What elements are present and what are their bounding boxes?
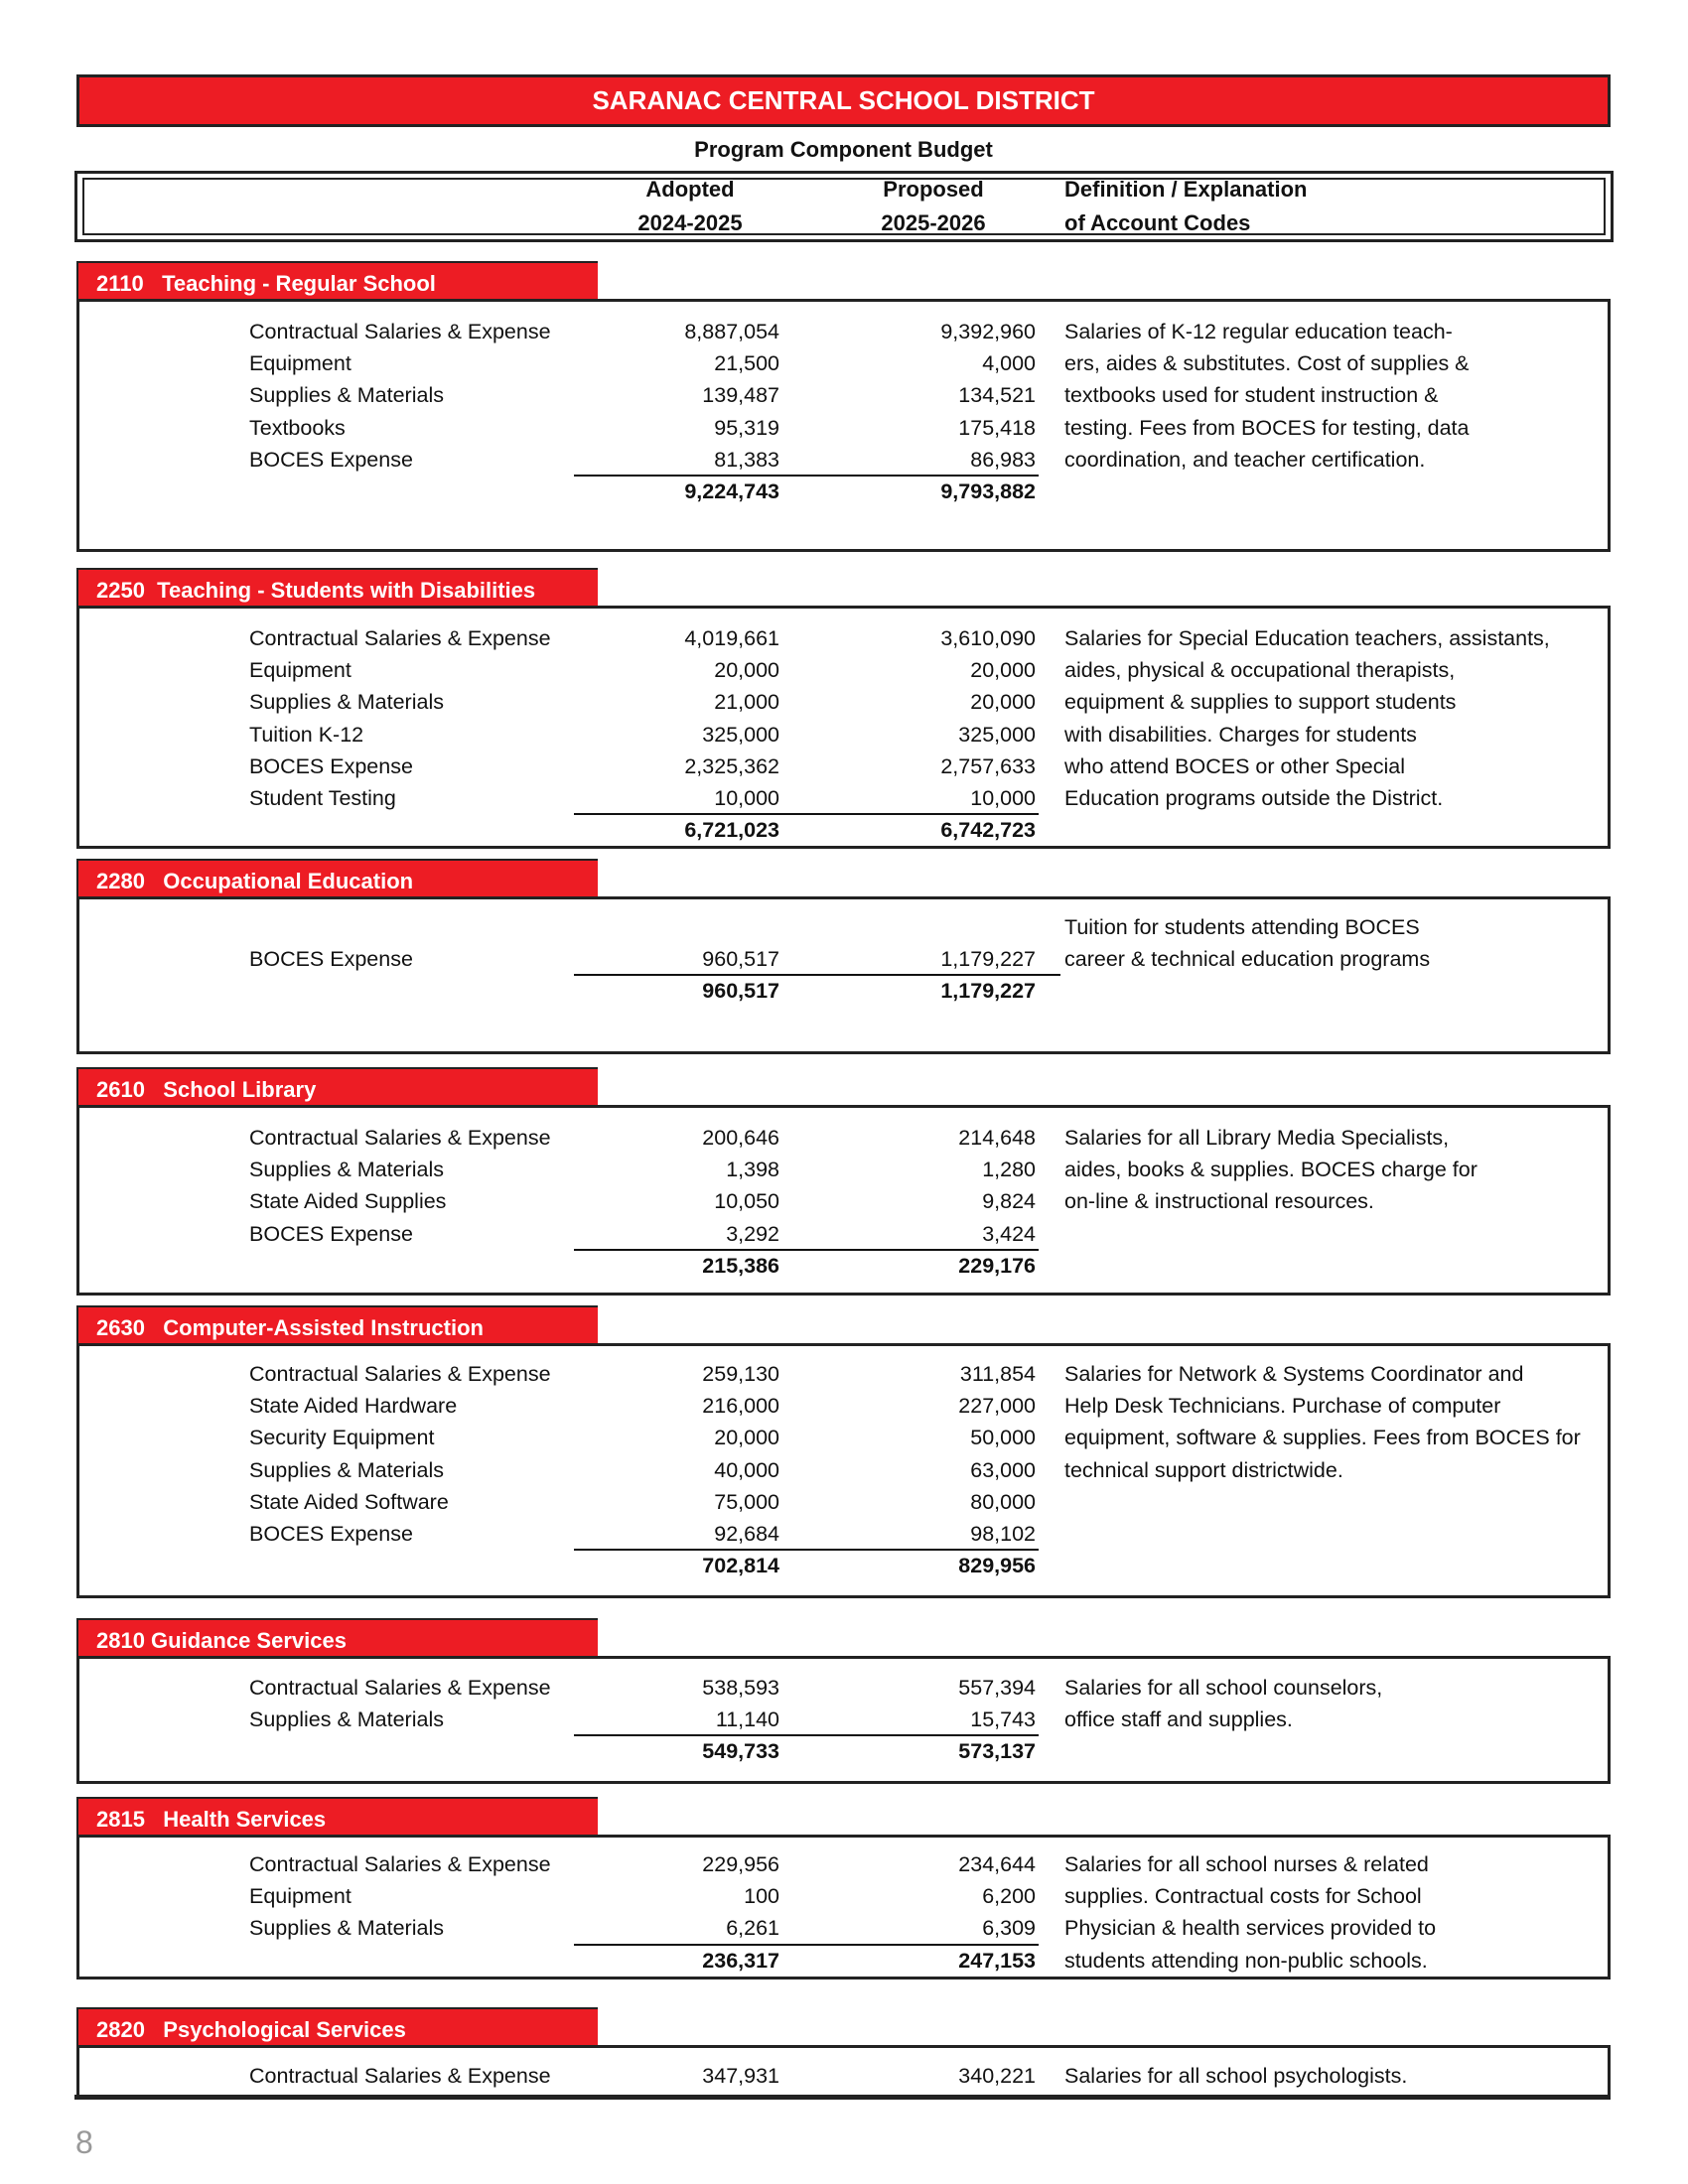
adopted-value: 1,398: [726, 1158, 779, 1182]
definition-text: with disabilities. Charges for students: [1064, 722, 1417, 747]
adopted-value: 20,000: [714, 658, 779, 683]
line-item-label: Supplies & Materials: [249, 1707, 444, 1732]
proposed-value: 15,743: [970, 1707, 1036, 1732]
adopted-value: 10,050: [714, 1189, 779, 1214]
section-heading: 2280 Occupational Education: [76, 859, 598, 899]
line-item-label: Supplies & Materials: [249, 383, 444, 408]
proposed-value: 80,000: [970, 1489, 1036, 1514]
definition-text: Education programs outside the District.: [1064, 786, 1444, 810]
definition-text: career & technical education programs: [1064, 947, 1431, 972]
definition-text: Tuition for students attending BOCES: [1064, 915, 1420, 939]
adopted-value: 229,956: [702, 1852, 779, 1876]
definition-text: testing. Fees from BOCES for testing, data: [1064, 415, 1470, 440]
line-item-label: BOCES Expense: [249, 1522, 413, 1546]
adopted-value: 21,500: [714, 351, 779, 376]
proposed-value: 6,200: [982, 1884, 1036, 1909]
proposed-value: 10,000: [970, 786, 1036, 810]
adopted-value: 40,000: [714, 1457, 779, 1482]
section-heading: 2820 Psychological Services: [76, 2007, 598, 2048]
total-adopted: 236,317: [702, 1948, 779, 1973]
total-proposed: 247,153: [958, 1948, 1036, 1973]
line-item-label: State Aided Software: [249, 1489, 449, 1514]
proposed-value: 340,221: [958, 2064, 1036, 2088]
definition-text: Salaries for all Library Media Specialists,: [1064, 1126, 1450, 1150]
definition-text: Salaries for all school nurses & related: [1064, 1852, 1429, 1876]
adopted-value: 8,887,054: [684, 320, 779, 343]
adopted-value: 259,130: [702, 1362, 779, 1386]
definition-text: technical support districtwide.: [1064, 1457, 1343, 1482]
proposed-value: 6,309: [982, 1916, 1036, 1941]
bottom-rule: [74, 2095, 1610, 2100]
line-item-label: Supplies & Materials: [249, 1158, 444, 1182]
total-proposed: 6,742,723: [940, 818, 1036, 843]
adopted-value: 6,261: [726, 1916, 779, 1941]
proposed-value: 1,280: [982, 1158, 1036, 1182]
proposed-value: 234,644: [958, 1852, 1036, 1876]
total-adopted: 215,386: [702, 1253, 779, 1278]
line-item-label: Textbooks: [249, 415, 346, 440]
line-item-label: Contractual Salaries & Expense: [249, 1676, 551, 1700]
definition-text: Salaries for all school counselors,: [1064, 1676, 1383, 1700]
line-item-label: Contractual Salaries & Expense: [249, 1362, 551, 1386]
adopted-value: 92,684: [714, 1522, 779, 1546]
line-item-label: Contractual Salaries & Expense: [249, 626, 551, 650]
adopted-value: 95,319: [714, 415, 779, 440]
adopted-value: 10,000: [714, 786, 779, 810]
proposed-value: 20,000: [970, 658, 1036, 683]
definition-text: aides, books & supplies. BOCES charge for: [1064, 1158, 1477, 1182]
section-heading: 2250 Teaching - Students with Disabilities: [76, 568, 598, 609]
definition-text: equipment, software & supplies. Fees from BOCES for: [1064, 1426, 1581, 1450]
adopted-value: 20,000: [714, 1426, 779, 1450]
line-item-label: State Aided Supplies: [249, 1189, 447, 1214]
definition-text: coordination, and teacher certification.: [1064, 447, 1426, 472]
total-proposed: 573,137: [958, 1739, 1036, 1764]
line-item-label: Equipment: [249, 1884, 352, 1909]
definition-text: Salaries of K-12 regular education teach-: [1064, 320, 1453, 343]
line-item-label: Student Testing: [249, 786, 396, 810]
total-adopted: 6,721,023: [684, 818, 779, 843]
adopted-value: 2,325,362: [684, 753, 779, 778]
proposed-value: 1,179,227: [940, 947, 1036, 971]
section-heading: 2110 Teaching - Regular School: [76, 261, 598, 302]
proposed-value: 2,757,633: [940, 753, 1036, 778]
line-item-label: Equipment: [249, 351, 352, 376]
adopted-value: 4,019,661: [684, 626, 779, 650]
proposed-value: 311,854: [959, 1362, 1036, 1386]
proposed-year: 2025-2026: [881, 210, 986, 235]
line-item-label: Supplies & Materials: [249, 1457, 444, 1482]
proposed-value: 9,392,960: [940, 320, 1036, 343]
proposed-value: 134,521: [958, 383, 1036, 408]
definition-text: equipment & supplies to support students: [1064, 690, 1457, 715]
adopted-value: 538,593: [702, 1676, 779, 1700]
proposed-value: 3,610,090: [940, 626, 1036, 650]
definition-text: office staff and supplies.: [1064, 1707, 1293, 1732]
definition-text: who attend BOCES or other Special: [1064, 753, 1405, 778]
adopted-value: 325,000: [702, 722, 779, 747]
total-proposed: 829,956: [958, 1554, 1036, 1578]
section-heading: 2610 School Library: [76, 1067, 598, 1108]
adopted-value: 200,646: [702, 1126, 779, 1150]
proposed-value: 175,418: [958, 415, 1036, 440]
proposed-label: Proposed: [883, 177, 984, 202]
proposed-value: 557,394: [958, 1676, 1036, 1700]
adopted-value: 960,517: [702, 947, 779, 971]
definition-text: textbooks used for student instruction &: [1064, 383, 1439, 408]
adopted-value: 81,383: [714, 447, 779, 472]
definition-text: Help Desk Technicians. Purchase of computer: [1064, 1394, 1501, 1419]
section-heading: 2630 Computer-Assisted Instruction: [76, 1305, 598, 1346]
line-item-label: Contractual Salaries & Expense: [249, 1126, 551, 1150]
proposed-value: 214,648: [958, 1126, 1036, 1150]
definition-text: students attending non-public schools.: [1064, 1948, 1428, 1973]
line-item-label: Supplies & Materials: [249, 1916, 444, 1941]
definition-text: Salaries for all school psychologists.: [1064, 2064, 1408, 2088]
proposed-value: 50,000: [970, 1426, 1036, 1450]
proposed-value: 98,102: [970, 1522, 1036, 1546]
total-proposed: 229,176: [958, 1253, 1036, 1278]
adopted-value: 347,931: [702, 2064, 779, 2088]
document-subtitle: Program Component Budget: [694, 137, 993, 162]
proposed-value: 20,000: [970, 690, 1036, 715]
total-adopted: 9,224,743: [684, 479, 779, 503]
adopted-value: 139,487: [702, 383, 779, 408]
line-item-label: Contractual Salaries & Expense: [249, 1852, 551, 1876]
line-item-label: Equipment: [249, 658, 352, 683]
line-item-label: Contractual Salaries & Expense: [249, 320, 551, 343]
proposed-column-header: [819, 173, 1048, 240]
line-item-label: Security Equipment: [249, 1426, 435, 1450]
adopted-year: 2024-2025: [637, 210, 743, 235]
proposed-value: 63,000: [970, 1457, 1036, 1482]
proposed-value: 86,983: [970, 447, 1036, 472]
definition-text: ers, aides & substitutes. Cost of supplies &: [1064, 351, 1470, 376]
proposed-value: 9,824: [982, 1189, 1036, 1214]
section-heading: 2810 Guidance Services: [76, 1618, 598, 1659]
line-item-label: Tuition K-12: [249, 722, 364, 747]
adopted-column-header: [576, 173, 804, 240]
adopted-value: 216,000: [702, 1394, 779, 1419]
definition-text: Physician & health services provided to: [1064, 1916, 1437, 1941]
adopted-value: 11,140: [715, 1707, 779, 1732]
definition-label-2: of Account Codes: [1064, 210, 1251, 235]
definition-text: Salaries for Network & Systems Coordinator and: [1064, 1362, 1524, 1386]
definition-text: on-line & instructional resources.: [1064, 1189, 1374, 1214]
line-item-label: BOCES Expense: [249, 947, 413, 971]
line-item-label: BOCES Expense: [249, 1221, 413, 1246]
adopted-value: 100: [744, 1884, 779, 1909]
adopted-value: 21,000: [714, 690, 779, 715]
adopted-value: 3,292: [726, 1221, 779, 1246]
definition-text: aides, physical & occupational therapists,: [1064, 658, 1456, 683]
definition-column-header: [1064, 173, 1307, 240]
page-number: 8: [75, 2124, 93, 2160]
section-heading: 2815 Health Services: [76, 1797, 598, 1838]
definition-text: Salaries for Special Education teachers, assistants,: [1064, 626, 1550, 650]
proposed-value: 325,000: [958, 722, 1036, 747]
proposed-value: 3,424: [982, 1221, 1036, 1246]
total-adopted: 960,517: [702, 979, 779, 1004]
line-item-label: BOCES Expense: [249, 753, 413, 778]
total-adopted: 549,733: [702, 1739, 779, 1764]
document-title: SARANAC CENTRAL SCHOOL DISTRICT: [76, 74, 1611, 127]
definition-label-1: Definition / Explanation: [1064, 177, 1308, 202]
proposed-value: 4,000: [982, 351, 1036, 376]
proposed-value: 227,000: [958, 1394, 1036, 1419]
definition-text: supplies. Contractual costs for School: [1064, 1884, 1422, 1909]
line-item-label: Supplies & Materials: [249, 690, 444, 715]
total-proposed: 9,793,882: [940, 479, 1036, 503]
line-item-label: BOCES Expense: [249, 447, 413, 472]
total-proposed: 1,179,227: [940, 979, 1036, 1004]
total-adopted: 702,814: [702, 1554, 779, 1578]
line-item-label: Contractual Salaries & Expense: [249, 2064, 551, 2088]
line-item-label: State Aided Hardware: [249, 1394, 458, 1419]
adopted-label: Adopted: [645, 177, 735, 202]
adopted-value: 75,000: [714, 1489, 779, 1514]
